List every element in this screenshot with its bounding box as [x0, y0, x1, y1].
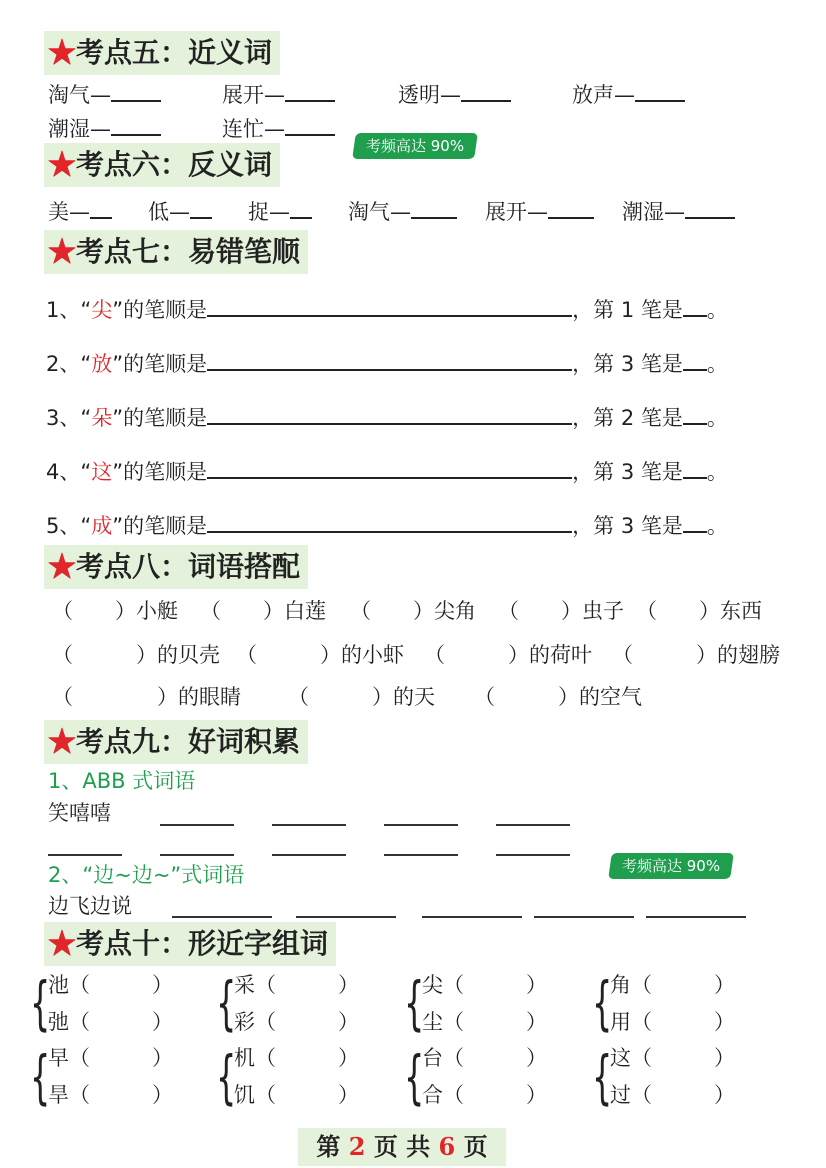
section-5-title-text: 考点五：近义词	[76, 36, 273, 69]
s5-item-6: 连忙—	[222, 112, 335, 144]
match-item: （ ）的翅膀	[612, 643, 780, 667]
similar-char-item: 采（ ）	[234, 973, 359, 997]
match-item: （ ）的贝壳	[52, 643, 220, 667]
brace-icon: {	[30, 969, 51, 1037]
similar-char-item: 尖（ ）	[422, 973, 547, 997]
page-number: 第 2 页 共 6 页	[298, 1128, 506, 1166]
stroke-row-2: 2、“放”的笔顺是 ，第 3 笔是 。	[46, 347, 728, 379]
answer-line	[172, 916, 272, 918]
abb-example: 笑嘻嘻	[48, 801, 111, 825]
similar-char-item: 用（ ）	[610, 1010, 735, 1034]
s5-item-2: 展开—	[222, 78, 335, 110]
answer-line	[646, 916, 746, 918]
brace-icon: {	[216, 969, 237, 1037]
frequency-badge: 考频高达 90%	[352, 133, 478, 159]
match-item: （ ）的空气	[474, 685, 642, 709]
bian-subtitle: 2、“边~边~”式词语	[48, 863, 245, 887]
section-6-title	[44, 143, 280, 187]
section-9-title-text: 考点九：好词积累	[76, 725, 301, 758]
brace-icon: {	[30, 1043, 51, 1111]
stroke-row-3: 3、“朵”的笔顺是 ，第 2 笔是 。	[46, 401, 728, 433]
answer-line	[160, 824, 234, 826]
s5-item-4: 放声—	[572, 78, 685, 110]
answer-line	[496, 824, 570, 826]
match-item: （ ）小艇	[52, 599, 178, 623]
section-8-title	[44, 545, 308, 589]
similar-char-item: 饥（ ）	[234, 1083, 359, 1107]
match-item: （ ）虫子	[498, 599, 624, 623]
section-9-title	[44, 720, 308, 764]
section-5-title	[44, 31, 280, 75]
similar-char-item: 台（ ）	[422, 1046, 547, 1070]
similar-char-item: 合（ ）	[422, 1083, 547, 1107]
answer-line	[384, 854, 458, 856]
stroke-row-4: 4、“这”的笔顺是 ，第 3 笔是 。	[46, 455, 728, 487]
brace-icon: {	[404, 969, 425, 1037]
section-7-title	[44, 230, 308, 274]
answer-line	[160, 854, 234, 856]
match-item: （ ）的天	[288, 685, 435, 709]
s6-item-2: 低—	[148, 195, 212, 227]
frequency-badge: 考频高达 90%	[608, 853, 734, 879]
similar-char-item: 过（ ）	[610, 1083, 735, 1107]
match-item: （ ）的荷叶	[424, 643, 592, 667]
section-10-title-text: 考点十：形近字组词	[76, 927, 329, 960]
brace-icon: {	[592, 1043, 613, 1111]
answer-line	[422, 916, 522, 918]
star-icon: ★	[48, 36, 77, 69]
s5-item-1: 淘气—	[48, 78, 161, 110]
answer-line	[272, 824, 346, 826]
similar-char-item: 池（ ）	[48, 973, 173, 997]
match-item: （ ）的眼睛	[52, 685, 241, 709]
stroke-row-1: 1、“尖”的笔顺是 ，第 1 笔是 。	[46, 293, 728, 325]
brace-icon: {	[592, 969, 613, 1037]
similar-char-item: 尘（ ）	[422, 1010, 547, 1034]
answer-line	[496, 854, 570, 856]
match-item: （ ）的小虾	[236, 643, 404, 667]
brace-icon: {	[216, 1043, 237, 1111]
star-icon: ★	[48, 148, 77, 181]
s6-item-3: 捉—	[248, 195, 312, 227]
s5-item-5: 潮湿—	[48, 112, 161, 144]
answer-line	[534, 916, 634, 918]
similar-char-item: 早（ ）	[48, 1046, 173, 1070]
similar-char-item: 角（ ）	[610, 973, 735, 997]
answer-line	[384, 824, 458, 826]
similar-char-item: 这（ ）	[610, 1046, 735, 1070]
star-icon: ★	[48, 550, 77, 583]
section-8-title-text: 考点八：词语搭配	[76, 550, 301, 583]
answer-line	[296, 916, 396, 918]
similar-char-item: 旱（ ）	[48, 1083, 173, 1107]
section-7-title-text: 考点七：易错笔顺	[76, 235, 301, 268]
similar-char-item: 彩（ ）	[234, 1010, 359, 1034]
brace-icon: {	[404, 1043, 425, 1111]
answer-line	[48, 854, 122, 856]
section-10-title	[44, 922, 336, 966]
section-6-title-text: 考点六：反义词	[76, 148, 273, 181]
match-item: （ ）尖角	[350, 599, 476, 623]
match-item: （ ）白莲	[200, 599, 326, 623]
similar-char-item: 弛（ ）	[48, 1010, 173, 1034]
answer-line	[272, 854, 346, 856]
s5-item-3: 透明—	[398, 78, 511, 110]
match-item: （ ）东西	[636, 599, 762, 623]
s6-item-4: 淘气—	[348, 195, 457, 227]
similar-char-item: 机（ ）	[234, 1046, 359, 1070]
s6-item-5: 展开—	[485, 195, 594, 227]
stroke-row-5: 5、“成”的笔顺是 ，第 3 笔是 。	[46, 509, 728, 541]
abb-subtitle: 1、ABB 式词语	[48, 769, 196, 793]
s6-item-6: 潮湿—	[622, 195, 735, 227]
star-icon: ★	[48, 725, 77, 758]
s6-item-1: 美—	[48, 195, 112, 227]
star-icon: ★	[48, 235, 77, 268]
star-icon: ★	[48, 927, 77, 960]
bian-example: 边飞边说	[48, 894, 132, 918]
